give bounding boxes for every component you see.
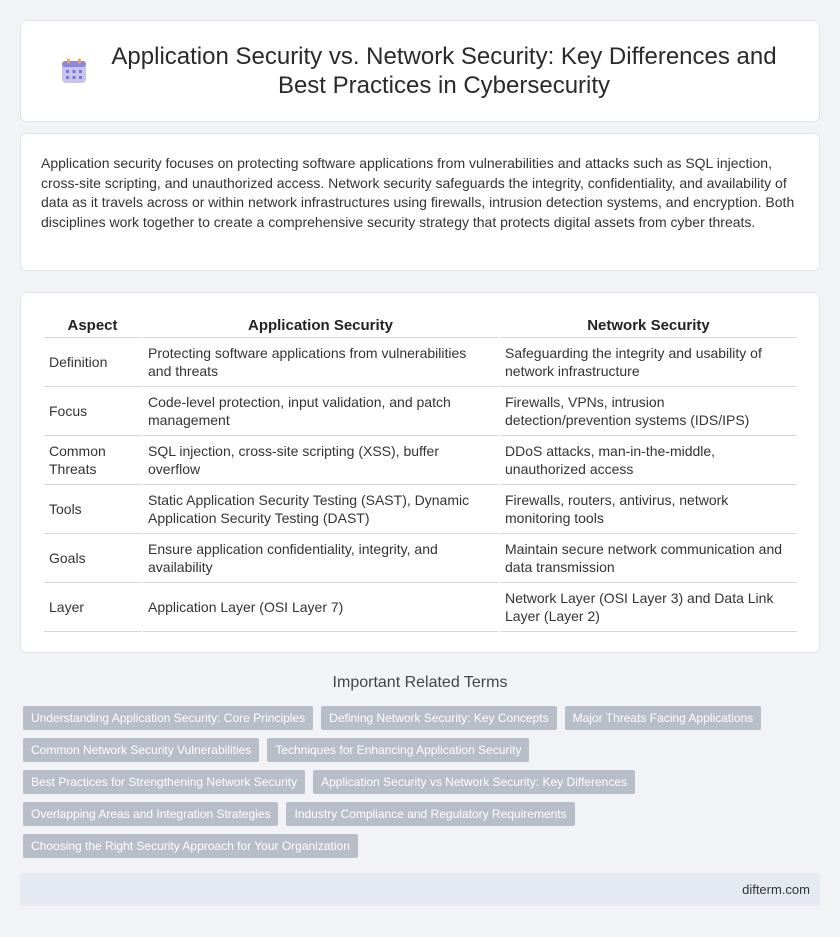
row-network-security: Maintain secure network communication and data transmission [500, 534, 797, 583]
table-row [44, 338, 797, 387]
tag-row [23, 738, 813, 762]
row-application-security: Protecting software applications from vulnerabilities and threats [143, 338, 498, 387]
related-terms-list [23, 706, 813, 866]
row-aspect: Definition [44, 338, 141, 387]
row-application-security: Static Application Security Testing (SAST), Dynamic Application Security Testing (DAST) [143, 485, 498, 534]
row-network-security: Network Layer (OSI Layer 3) and Data Link Layer (Layer 2) [500, 583, 797, 632]
row-aspect: Layer [44, 583, 141, 632]
related-term-tag[interactable]: Common Network Security Vulnerabilities [23, 738, 259, 762]
related-term-tag[interactable]: Overlapping Areas and Integration Strategies [23, 802, 278, 826]
related-terms-title: Important Related Terms [332, 674, 508, 691]
row-network-security: DDoS attacks, man-in-the-middle, unauthorized access [500, 436, 797, 485]
footer-site-name[interactable]: difterm.com [742, 882, 810, 897]
tag-row [23, 802, 813, 826]
comparison-table [42, 313, 799, 632]
related-term-tag[interactable]: Techniques for Enhancing Application Security [267, 738, 529, 762]
related-term-tag[interactable]: Best Practices for Strengthening Network Security [23, 770, 305, 794]
footer [20, 873, 820, 906]
related-term-tag[interactable]: Industry Compliance and Regulatory Requirements [286, 802, 574, 826]
intro-paragraph: Application security focuses on protecting software applications from vulnerabilities and attacks such as SQL injection, cross-site scripting, and unauthorized access. Network security safeguards the integrity, confidentiality, and availability of data as it travels across or within network infrastructures using firewalls, intrusion detection systems, and encryption. Both disciplines work together to create a comprehensive security strategy that protects digital assets from cyber threats. [41, 155, 795, 230]
related-term-tag[interactable]: Understanding Application Security: Core Principles [23, 706, 313, 730]
header-card [20, 20, 820, 122]
table-row [44, 534, 797, 583]
page-title: Application Security vs. Network Security: Key Differences and Best Practices in Cybersecurity [111, 43, 777, 99]
row-application-security: Application Layer (OSI Layer 7) [143, 583, 498, 632]
related-term-tag[interactable]: Major Threats Facing Applications [565, 706, 762, 730]
row-application-security: Code-level protection, input validation, and patch management [143, 387, 498, 436]
comparison-table-card [20, 292, 820, 653]
row-application-security: SQL injection, cross-site scripting (XSS), buffer overflow [143, 436, 498, 485]
row-aspect: Tools [44, 485, 141, 534]
related-term-tag[interactable]: Choosing the Right Security Approach for Your Organization [23, 834, 358, 858]
table-header-row [44, 313, 797, 338]
header-aspect: Aspect [44, 313, 141, 338]
table-row [44, 436, 797, 485]
row-aspect: Goals [44, 534, 141, 583]
table-row [44, 387, 797, 436]
header-network-security: Network Security [500, 313, 797, 338]
tag-row [23, 834, 813, 858]
related-term-tag[interactable]: Defining Network Security: Key Concepts [321, 706, 556, 730]
row-application-security: Ensure application confidentiality, integrity, and availability [143, 534, 498, 583]
tag-row [23, 706, 813, 730]
row-network-security: Safeguarding the integrity and usability of network infrastructure [500, 338, 797, 387]
table-row [44, 485, 797, 534]
tag-row [23, 770, 813, 794]
row-aspect: Focus [44, 387, 141, 436]
row-network-security: Firewalls, routers, antivirus, network monitoring tools [500, 485, 797, 534]
intro-card [20, 133, 820, 271]
header-application-security: Application Security [143, 313, 498, 338]
related-term-tag[interactable]: Application Security vs Network Security: Key Differences [313, 770, 635, 794]
row-aspect: Common Threats [44, 436, 141, 485]
calendar-grid-icon [61, 58, 87, 84]
row-network-security: Firewalls, VPNs, intrusion detection/prevention systems (IDS/IPS) [500, 387, 797, 436]
table-row [44, 583, 797, 632]
